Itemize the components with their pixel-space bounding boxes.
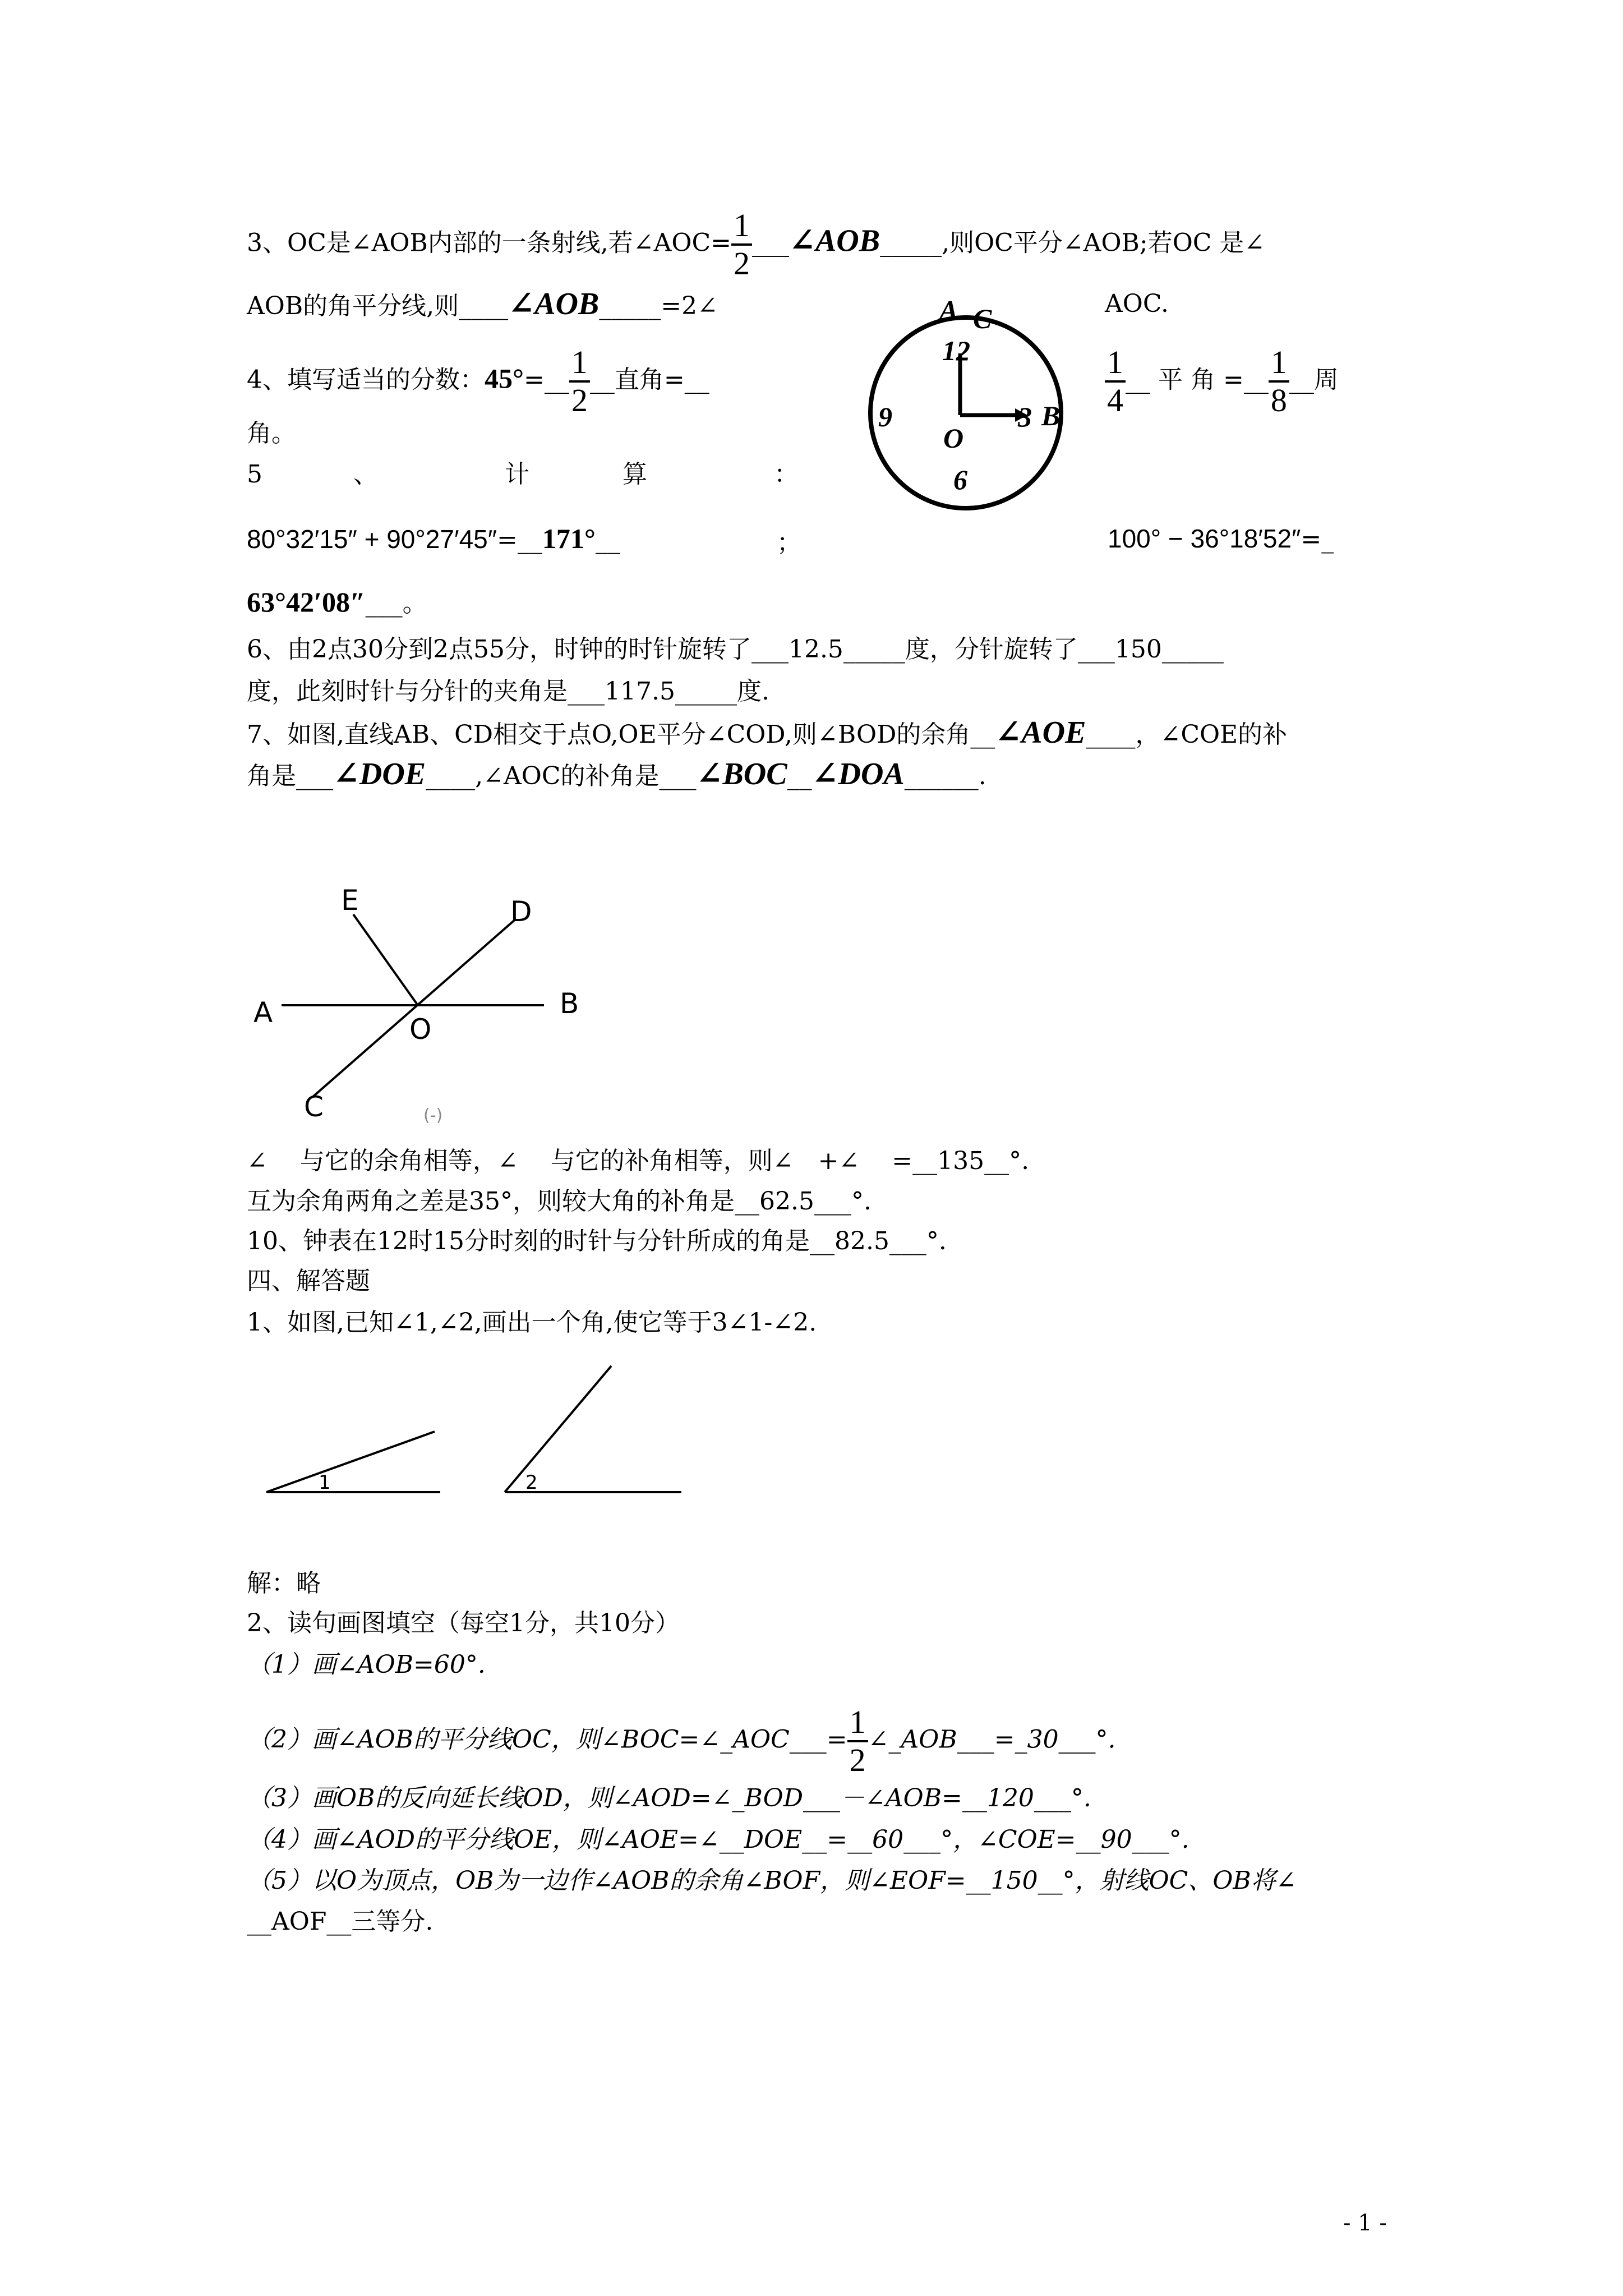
q7-text-b: ____，∠COE的补 — [1086, 720, 1288, 749]
fig7-label-D: D — [510, 895, 532, 928]
q7-answer-1: ∠AOE — [995, 715, 1086, 750]
s2-part-5-line1: （5）以O为顶点，OB为一边作∠AOB的余角∠BOF，则∠EOF=__150__°，射线OC、OB将∠ — [247, 1866, 1297, 1895]
q5-label-ji: 计 — [505, 460, 529, 489]
q4-fraction-1 — [569, 344, 590, 418]
clock-label-A: A — [939, 295, 958, 326]
fig7-caption: (-) — [423, 1106, 443, 1125]
q5-number: 5 — [247, 460, 262, 489]
q5-eq2: =_ — [1301, 525, 1334, 554]
clock-figure — [864, 295, 1077, 510]
q7-answer-2: ∠DOE — [333, 757, 426, 792]
angle-2-label: 2 — [525, 1471, 538, 1494]
s2-part-2-text-a: （2）画∠AOB的平分线OC，则∠BOC=∠_AOC___= — [247, 1725, 847, 1754]
q5-answer-2: 63°42′08″ — [247, 586, 366, 618]
q7-answer-4: ∠DOA — [811, 757, 905, 792]
clock-number-6: 6 — [953, 464, 967, 495]
clock-number-3: 3 — [1018, 401, 1032, 432]
q5-tail2: ___。 — [365, 589, 427, 618]
q5-expr2-line — [1108, 523, 1334, 555]
q7-text-line2-c: __ — [787, 762, 812, 790]
s2-part-2-text-b: ∠_AOB___=_30___°. — [868, 1725, 1116, 1754]
fraction-denominator: 8 — [1270, 382, 1287, 418]
q7-line1 — [247, 717, 1287, 751]
q6-line2: 度，此刻时针与分针的夹角是___117.5_____度. — [247, 677, 769, 706]
s2-title: 2、读句画图填空（每空1分，共10分） — [247, 1609, 680, 1637]
q3-line1 — [247, 208, 1265, 282]
s2-part-3: （3）画OB的反向延长线OD，则∠AOD=∠_BOD___－∠AOB=__120___°. — [247, 1784, 1091, 1812]
fraction-numerator: 1 — [847, 1704, 868, 1742]
clock-label-B: B — [1041, 400, 1061, 431]
clock-number-12: 12 — [942, 335, 970, 366]
q4-text-d: __ 平 角 =__ — [1126, 365, 1269, 394]
q4-text-e: __周 — [1289, 365, 1339, 394]
fig7-label-O: O — [409, 1013, 432, 1046]
fraction-numerator: 1 — [1105, 344, 1126, 383]
q5-separator: 、 — [353, 460, 378, 489]
fraction-denominator: 2 — [849, 1742, 866, 1778]
q9-line: 互为余角两角之差是35°，则较大角的补角是__62.5___°. — [247, 1187, 872, 1216]
s2-part-5-line2: __AOF__三等分. — [247, 1907, 434, 1936]
q4-fraction-3 — [1269, 344, 1289, 418]
fraction-denominator: 4 — [1107, 382, 1123, 418]
q7-line2 — [247, 758, 986, 792]
s2-part-1: （1）画∠AOB=60°. — [247, 1650, 486, 1679]
q7-text-line2-a: 角是___ — [247, 762, 333, 790]
angle-2-ray-upper — [505, 1366, 611, 1492]
fig7-label-B: B — [560, 987, 579, 1020]
s2-part-2 — [247, 1704, 1116, 1778]
line-CD — [313, 919, 516, 1097]
angle-1-label: 1 — [319, 1471, 331, 1494]
q5-answer-1: 171° — [542, 523, 596, 554]
q3-answer-2: ∠AOB — [508, 287, 600, 321]
ray-OE — [353, 914, 418, 1005]
q3-answer-1: ∠AOB — [789, 223, 880, 259]
q7-text-line2-b: ____,∠AOC的补角是___ — [426, 762, 697, 790]
q4-text-a: 4、填写适当的分数： — [247, 365, 485, 394]
fig7-label-A: A — [253, 996, 273, 1029]
s2-part-2-fraction — [847, 1704, 868, 1778]
page-number: - 1 - — [1343, 2210, 1387, 2236]
q7-text-line2-d: ______. — [904, 762, 986, 790]
fraction-numerator: 1 — [731, 208, 752, 246]
fig7-label-E: E — [341, 884, 359, 917]
q3-text-c: _____,则OC平分∠AOB;若OC 是∠ — [880, 228, 1265, 257]
q5-answer2-line — [247, 586, 427, 619]
q4-degree: 45° — [485, 362, 524, 394]
s1-question: 1、如图,已知∠1,∠2,画出一个角,使它等于3∠1-∠2. — [247, 1308, 817, 1337]
clock-label-C: C — [973, 303, 992, 334]
q3-line2 — [247, 288, 718, 322]
q5-tail1: __ — [595, 526, 620, 554]
q7-text-a: 7、如图,直线AB、CD相交于点O,OE平分∠COD,则∠BOD的余角__ — [247, 720, 995, 749]
angle-2-figure — [502, 1360, 687, 1501]
q6-line1: 6、由2点30分到2点55分，时钟的时针旋转了___12.5_____度，分针旋转了___150_____ — [247, 635, 1224, 664]
q5-expression-1: 80°32′15″ + 90°27′45″ — [247, 524, 497, 554]
fraction-numerator: 1 — [569, 344, 590, 383]
clock-number-9: 9 — [878, 401, 892, 432]
q5-semicolon: ； — [777, 528, 801, 557]
q5-label-suan: 算 — [623, 460, 647, 489]
clock-label-O: O — [943, 422, 964, 454]
q5-expression-2: 100° − 36°18′52″ — [1108, 524, 1301, 553]
q5-eq1: =__ — [497, 526, 542, 554]
q10-line: 10、钟表在12时15分时刻的时针与分针所成的角是__82.5___°. — [247, 1227, 947, 1255]
q4-right — [1105, 344, 1339, 418]
s2-part-4: （4）画∠AOD的平分线OE，则∠AOE=∠__DOE__=__60___°，∠COE=__90___°. — [247, 1825, 1189, 1854]
q4-text-c: __直角=__ — [589, 365, 709, 394]
q5-expr1-line — [247, 523, 620, 556]
q3-line2-text-c: AOC. — [1105, 289, 1169, 318]
intersecting-lines-figure — [247, 875, 606, 1133]
angle-1-ray-upper — [266, 1432, 435, 1492]
q8-line: ∠ 与它的余角相等，∠ 与它的补角相等，则∠ +∠ =__135__°. — [247, 1147, 1030, 1175]
q3-fraction — [731, 208, 752, 282]
q4-text-b: =__ — [524, 365, 569, 394]
section-title-answers: 四、解答题 — [247, 1267, 370, 1295]
s1-answer: 解：略 — [247, 1569, 321, 1598]
q5-colon: ： — [774, 460, 799, 489]
q3-text-a: 3、OC是∠AOB内部的一条射线,若∠AOC= — [247, 228, 732, 257]
fraction-denominator: 2 — [734, 245, 750, 282]
q4-fraction-2 — [1105, 344, 1126, 418]
q3-line2-text-b: _____=2∠ — [599, 292, 718, 320]
fraction-denominator: 2 — [571, 382, 588, 418]
q4-line1 — [247, 344, 709, 418]
q7-answer-3: ∠BOC — [696, 757, 787, 792]
q4-line2: 角。 — [247, 419, 296, 448]
fig7-label-C: C — [304, 1091, 324, 1123]
angle-1-figure — [264, 1419, 449, 1509]
fraction-numerator: 1 — [1269, 344, 1289, 383]
q3-line2-text-a: AOB的角平分线,则____ — [247, 292, 509, 320]
q3-blank: ___ — [752, 228, 790, 257]
